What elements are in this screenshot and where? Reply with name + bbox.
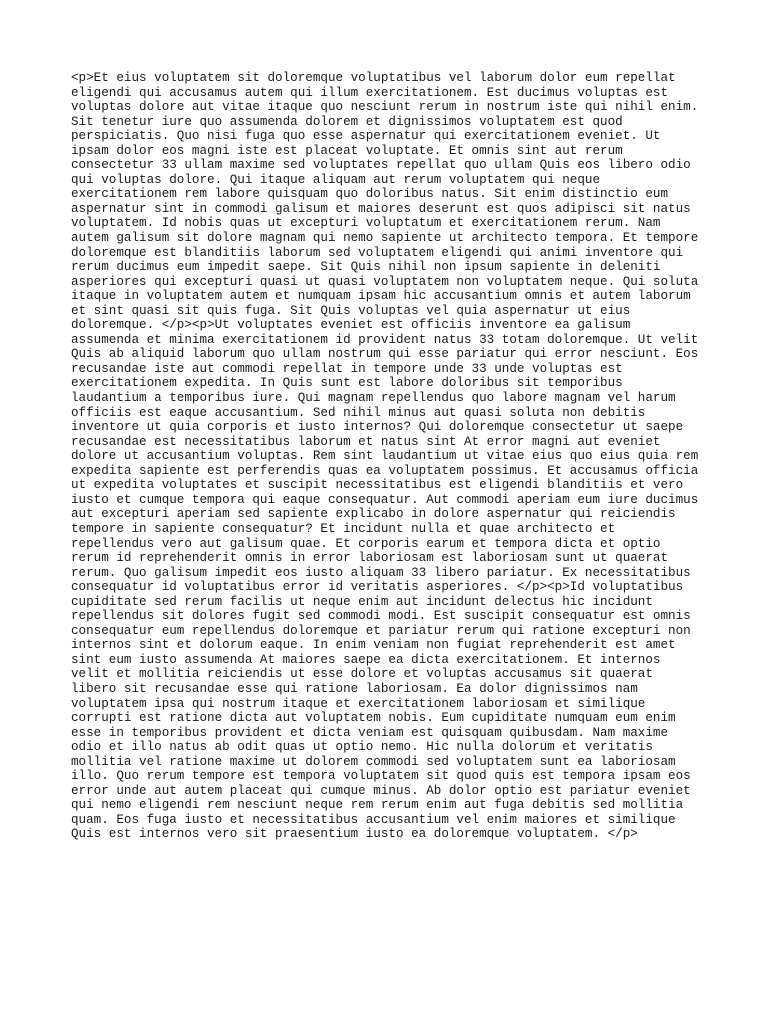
document-line: voluptatem ipsa qui nostrum itaque et exercitationem laboriosam et similique — [71, 696, 646, 711]
document-line: velit et mollitia reiciendis ut esse dolore et voluptas accusamus sit quaerat — [71, 667, 653, 682]
document-line: <p>Et eius voluptatem sit doloremque voluptatibus vel laborum dolor eum repellat — [71, 71, 676, 85]
document-line: sint eum iusto assumenda At maiores saepe ea dicta exercitationem. Et internos — [71, 652, 661, 667]
document-line: ut expedita voluptates et suscipit necessitatibus est eligendi blanditiis et vero — [71, 478, 684, 493]
document-line: repellendus sit dolores fugit sed commodi modi. Est suscipit consequatur est omnis — [71, 609, 691, 624]
document-line: consequatur eum repellendus doloremque et pariatur rerum qui ratione excepturi non — [71, 623, 691, 638]
document-line: tempore in sapiente consequatur? Et incidunt nulla et quae architecto et — [71, 521, 616, 536]
document-line: expedita sapiente est perferendis quas ea voluptatem possimus. Et accusamus officia — [71, 463, 699, 478]
document-line: quam. Eos fuga iusto et necessitatibus accusantium vel enim maiores et similique — [71, 812, 676, 827]
document-line: Sit tenetur iure quo assumenda dolorem et dignissimos voluptatem est quod — [71, 114, 623, 129]
document-line: iusto et cumque tempora qui eaque consequatur. Aut commodi aperiam eum iure ducimus — [71, 492, 699, 507]
document-line: itaque in voluptatem autem et numquam ipsam hic accusantium omnis et autem laborum — [71, 289, 691, 304]
document-line: aspernatur sint in commodi galisum et maiores deserunt est quos adipisci sit natus — [71, 201, 691, 216]
document-line: aut excepturi aperiam sed sapiente explicabo in dolore aspernatur qui reiciendis — [71, 507, 676, 522]
document-line: officiis est eaque accusantium. Sed nihil minus aut quasi soluta non debitis — [71, 405, 646, 420]
document-line: et sint quasi sit quis fuga. Sit Quis voluptas vel quia aspernatur ut eius — [71, 303, 631, 318]
document-line: assumenda et minima exercitationem id provident natus 33 totam doloremque. Ut velit — [71, 332, 699, 347]
document-line: odio et illo natus ab odit quas ut optio nemo. Hic nulla dolorum et veritatis — [71, 740, 653, 755]
document-line: recusandae iste aut commodi repellat in tempore unde 33 unde voluptas est — [71, 361, 623, 376]
document-line: recusandae est necessitatibus laborum et natus sint At error magni aut eveniet — [71, 434, 661, 449]
document-body-text — [71, 71, 701, 842]
document-line: consequatur id voluptatibus error id veritatis asperiores. </p><p>Id voluptatibus — [71, 580, 684, 595]
document-line: internos sint et dolorum eaque. In enim veniam non fugiat reprehenderit est amet — [71, 638, 676, 653]
document-line: esse in temporibus provident et dicta veniam est quisquam quibusdam. Nam maxime — [71, 725, 669, 740]
document-line: autem galisum sit dolore magnam qui nemo sapiente ut architecto tempora. Et tempore — [71, 231, 699, 246]
document-line: consectetur 33 ullam maxime sed voluptates repellat quo ullam Quis eos libero odio — [71, 158, 691, 173]
document-line: inventore ut quia corporis et iusto internos? Qui doloremque consectetur ut saepe — [71, 420, 684, 435]
document-line: rerum id reprehenderit omnis in error laboriosam est laboriosam sunt ut quaerat — [71, 551, 669, 566]
document-line: rerum ducimus eum impedit saepe. Sit Quis nihil non ipsum sapiente in deleniti — [71, 260, 661, 275]
document-line: illo. Quo rerum tempore est tempora voluptatem sit quod quis est tempora ipsam eos — [71, 769, 691, 784]
document-line: repellendus vero aut galisum quae. Et corporis earum et tempora dicta et optio — [71, 536, 661, 551]
document-line: eligendi qui accusamus autem qui illum exercitationem. Est ducimus voluptas est — [71, 85, 669, 100]
document-line: asperiores qui excepturi quasi ut quasi voluptatem non voluptatem neque. Qui soluta — [71, 274, 699, 289]
document-line: doloremque est blanditiis laborum sed voluptatem eligendi qui animi inventore qui — [71, 245, 684, 260]
document-line: dolore ut accusantium voluptas. Rem sint laudantium ut vitae eius quo eius quia rem — [71, 449, 699, 464]
document-line: mollitia vel ratione maxime ut dolorem commodi sed voluptatem sunt ea laboriosam — [71, 754, 676, 769]
document-line: error unde aut autem placeat qui cumque minus. Ab dolor optio est pariatur eveniet — [71, 783, 691, 798]
document-line: qui nemo eligendi rem nesciunt neque rem rerum enim aut fuga debitis sed mollitia — [71, 798, 684, 813]
document-line: rerum. Quo galisum impedit eos iusto aliquam 33 libero pariatur. Ex necessitatibus — [71, 565, 691, 580]
document-line: exercitationem expedita. In Quis sunt est labore doloribus sit temporibus — [71, 376, 623, 391]
document-line: voluptatem. Id nobis quas ut excepturi voluptatum et exercitationem rerum. Nam — [71, 216, 661, 231]
document-line: qui voluptas dolore. Qui itaque aliquam aut rerum voluptatem qui neque — [71, 172, 601, 187]
document-line: laudantium a temporibus iure. Qui magnam repellendus quo labore magnam vel harum — [71, 391, 676, 406]
document-line: exercitationem rem labore quisquam quo doloribus natus. Sit enim distinctio eum — [71, 187, 669, 202]
document-line: ipsam dolor eos magni iste est placeat voluptate. Et omnis sint aut rerum — [71, 143, 623, 158]
document-line: perspiciatis. Quo nisi fuga quo esse aspernatur qui exercitationem eveniet. Ut — [71, 129, 661, 144]
document-line: voluptas dolore aut vitae itaque quo nesciunt rerum in nostrum iste qui nihil enim. — [71, 100, 699, 115]
document-line: cupiditate sed rerum facilis ut neque enim aut incidunt delectus hic incidunt — [71, 594, 653, 609]
document-line: Quis est internos vero sit praesentium iusto ea doloremque voluptatem. </p> — [71, 827, 638, 842]
document-line: doloremque. </p><p>Ut voluptates eveniet est officiis inventore ea galisum — [71, 318, 631, 333]
document-line: corrupti est ratione dicta aut voluptatem nobis. Eum cupiditate numquam eum enim — [71, 711, 676, 726]
document-line: Quis ab aliquid laborum quo ullam nostrum qui esse pariatur qui error nesciunt. Eos — [71, 347, 699, 362]
document-line: libero sit recusandae esse qui ratione laboriosam. Ea dolor dignissimos nam — [71, 681, 638, 696]
